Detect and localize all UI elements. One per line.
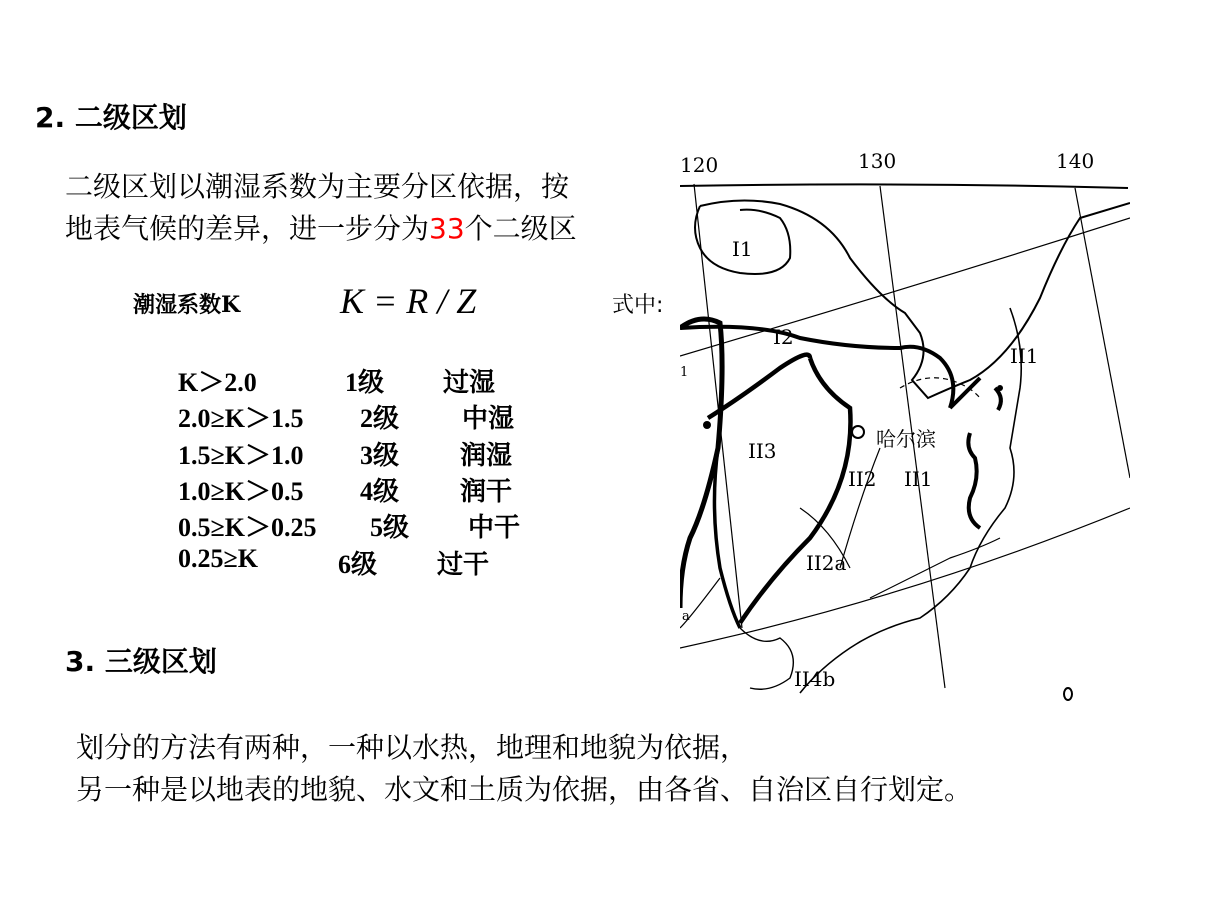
zone-label-II2: II2 bbox=[848, 467, 877, 491]
grade-type: 润干 bbox=[460, 477, 513, 506]
grade-level: 6级 bbox=[338, 550, 378, 579]
grade-type: 中湿 bbox=[462, 404, 515, 433]
map-svg bbox=[680, 148, 1130, 708]
regionalization-map bbox=[680, 148, 1130, 708]
section2-paragraph-line2 bbox=[65, 211, 577, 247]
grade-type: 过湿 bbox=[443, 368, 496, 397]
coastline-south bbox=[740, 628, 793, 689]
zone-label-II1: II1 bbox=[904, 467, 933, 491]
longitude-label-130: 130 bbox=[858, 149, 897, 173]
city-dot-east bbox=[997, 385, 1003, 391]
city-harbin-label: 哈尔滨 bbox=[876, 427, 936, 451]
section3-paragraph-line1: 划分的方法有两种，一种以水热，地理和地貌为依据， bbox=[76, 731, 749, 764]
parallel-lower bbox=[680, 508, 1130, 648]
section3-paragraph-line2: 另一种是以地表的地貌、水文和土质为依据，由各省、自治区自行划定。 bbox=[76, 773, 973, 806]
section2-heading: 2. 二级区划 bbox=[35, 101, 187, 134]
city-harbin-marker bbox=[852, 426, 864, 438]
longitude-label-140: 140 bbox=[1056, 149, 1095, 173]
section2-line2-suffix: 个二级区 bbox=[464, 212, 577, 245]
zone-label-I1: I1 bbox=[732, 237, 753, 261]
zone-label-I2: I2 bbox=[773, 325, 794, 349]
boundary-II3-west bbox=[714, 448, 740, 628]
grade-condition: 0.5≥K＞0.25 bbox=[178, 513, 317, 542]
grade-level: 3级 bbox=[360, 441, 400, 470]
section2-line2-text: 地表气候的差异，进一步分为 bbox=[65, 212, 430, 245]
grade-type: 中干 bbox=[468, 513, 521, 542]
boundary-coastal bbox=[968, 433, 980, 528]
northern-border bbox=[700, 200, 1130, 398]
formula-where-label: 式中: bbox=[612, 293, 664, 318]
grade-level: 1级 bbox=[345, 368, 385, 397]
zone-label-II2a: II2a bbox=[806, 551, 847, 575]
map-top-border bbox=[680, 184, 1128, 188]
city-dot-west bbox=[703, 421, 711, 429]
boundary-II3-east bbox=[740, 358, 851, 623]
grade-condition: 2.0≥K＞1.5 bbox=[178, 404, 304, 433]
boundary-II1 bbox=[995, 388, 1001, 410]
section3-heading: 3. 三级区划 bbox=[65, 645, 217, 678]
grade-type: 润湿 bbox=[460, 441, 513, 470]
island-marker bbox=[1064, 688, 1072, 700]
zone-count-highlight: 33 bbox=[429, 212, 465, 245]
zone-label-fragment-1: 1 bbox=[680, 365, 689, 380]
grade-type: 过干 bbox=[437, 550, 490, 579]
grade-condition: K＞2.0 bbox=[178, 368, 257, 397]
grade-condition: 1.0≥K＞0.5 bbox=[178, 477, 304, 506]
river-line-1 bbox=[870, 538, 1000, 598]
grade-level: 5级 bbox=[370, 513, 410, 542]
zone-label-II4b: II4b bbox=[794, 667, 836, 691]
grade-level: 4级 bbox=[360, 477, 400, 506]
grade-condition: 0.25≥K bbox=[178, 544, 258, 573]
zone-label-fragment-a: a bbox=[682, 609, 690, 624]
zone-label-II3: II3 bbox=[748, 439, 777, 463]
humidity-coefficient-label: 潮湿系数K bbox=[133, 292, 241, 318]
section2-paragraph-line1: 二级区划以潮湿系数为主要分区依据，按 bbox=[65, 170, 570, 203]
meridian-140 bbox=[1075, 188, 1130, 478]
grade-condition: 1.5≥K＞1.0 bbox=[178, 441, 304, 470]
longitude-label-120: 120 bbox=[680, 153, 719, 177]
zone-label-II1-north: II1 bbox=[1010, 344, 1039, 368]
humidity-formula: K = R / Z bbox=[340, 281, 477, 321]
grade-level: 2级 bbox=[360, 404, 400, 433]
